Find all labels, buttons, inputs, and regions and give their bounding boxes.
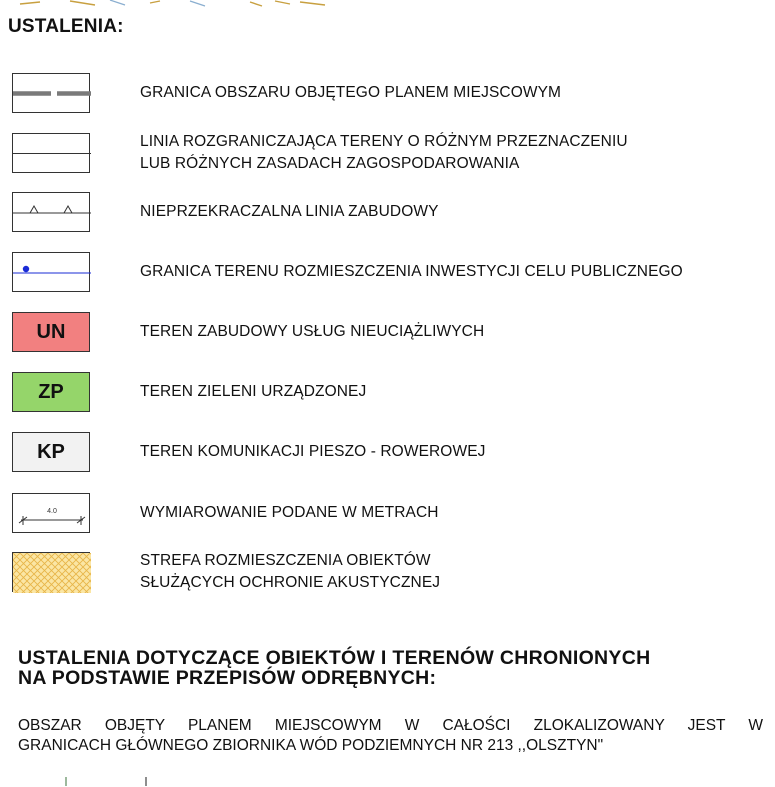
zone-code: UN: [36, 320, 66, 343]
legend-description: [140, 372, 366, 412]
legend-label: TEREN KOMUNIKACJI PIESZO - ROWEROWEJ: [140, 443, 486, 460]
legend-description: [140, 192, 439, 232]
cropped-bottom-ticks: [0, 774, 775, 787]
paragraph-line: OBSZAR OBJĘTY PLANEM MIEJSCOWYM W CAŁOŚCI ZLOKALIZOWANY JEST W: [18, 717, 763, 734]
acoustic-zone-symbol: [12, 552, 90, 592]
triangle-line-icon: [13, 193, 91, 233]
legend-description: [140, 252, 683, 292]
blue-dot-line-icon: [13, 253, 91, 293]
zone-code: KP: [37, 440, 65, 463]
legend-description: [140, 552, 440, 592]
legend-label: STREFA ROZMIESZCZENIA OBIEKTÓW: [140, 552, 431, 569]
building-line-symbol: [12, 192, 90, 232]
legend-item-dimension: [10, 493, 775, 535]
legend-item-building-line: [10, 192, 775, 234]
legend-item-un: [10, 312, 775, 354]
zp-code-box: [12, 372, 90, 412]
dimension-line-icon: [13, 494, 91, 534]
dimension-label: 4.0: [47, 508, 57, 515]
paragraph-line: GRANICACH GŁÓWNEGO ZBIORNIKA WÓD PODZIEMNYCH NR 213 ,,OLSZTYN": [18, 737, 604, 754]
protected-areas-text: [18, 716, 763, 756]
legend-description: [140, 73, 561, 113]
zone-code: ZP: [38, 380, 64, 403]
legend-description: [140, 133, 628, 173]
legend-label: GRANICA TERENU ROZMIESZCZENIA INWESTYCJI CELU PUBLICZNEGO: [140, 263, 683, 280]
legend-label: GRANICA OBSZARU OBJĘTEGO PLANEM MIEJSCOWYM: [140, 84, 562, 101]
dashed-boundary-icon: [13, 74, 91, 114]
legend-label: LINIA ROZGRANICZAJĄCA TERENY O RÓŻNYM PRZEZNACZENIU: [140, 133, 628, 150]
legend-item-kp: [10, 432, 775, 474]
un-code-box: [12, 312, 90, 352]
legend-description: [140, 493, 439, 533]
legend-description: [140, 312, 484, 352]
crosshatch-pattern-icon: [13, 553, 91, 593]
thin-line-icon: [13, 134, 91, 174]
legend-label: TEREN ZABUDOWY USŁUG NIEUCIĄŻLIWYCH: [140, 323, 485, 340]
kp-code-box: [12, 432, 90, 472]
cropped-map-fragments: [0, 0, 775, 8]
legend-item-plan-boundary: [10, 73, 775, 115]
legend-item-demarcation-line: [10, 133, 775, 175]
heading-line: NA PODSTAWIE PRZEPISÓW ODRĘBNYCH:: [18, 667, 437, 689]
public-investment-boundary-symbol: [12, 252, 90, 292]
demarcation-line-symbol: [12, 133, 90, 173]
section-heading: USTALENIA:: [8, 16, 124, 37]
legend-item-public-investment-boundary: [10, 252, 775, 294]
legend-item-zp: [10, 372, 775, 414]
legend-description: [140, 432, 485, 472]
dimension-symbol: [12, 493, 90, 533]
legend-label: TEREN ZIELENI URZĄDZONEJ: [140, 383, 367, 400]
plan-boundary-symbol: [12, 73, 90, 113]
legend-label: SŁUŻĄCYCH OCHRONIE AKUSTYCZNEJ: [140, 574, 441, 591]
legend-label: LUB RÓŻNYCH ZASADACH ZAGOSPODAROWANIA: [140, 155, 520, 172]
legend-label: WYMIAROWANIE PODANE W METRACH: [140, 504, 439, 521]
protected-areas-heading: [18, 648, 651, 688]
heading-line: USTALENIA DOTYCZĄCE OBIEKTÓW I TERENÓW CHRONIONYCH: [18, 647, 651, 669]
legend-item-acoustic-zone: [10, 552, 775, 594]
legend-label: NIEPRZEKRACZALNA LINIA ZABUDOWY: [140, 203, 439, 220]
